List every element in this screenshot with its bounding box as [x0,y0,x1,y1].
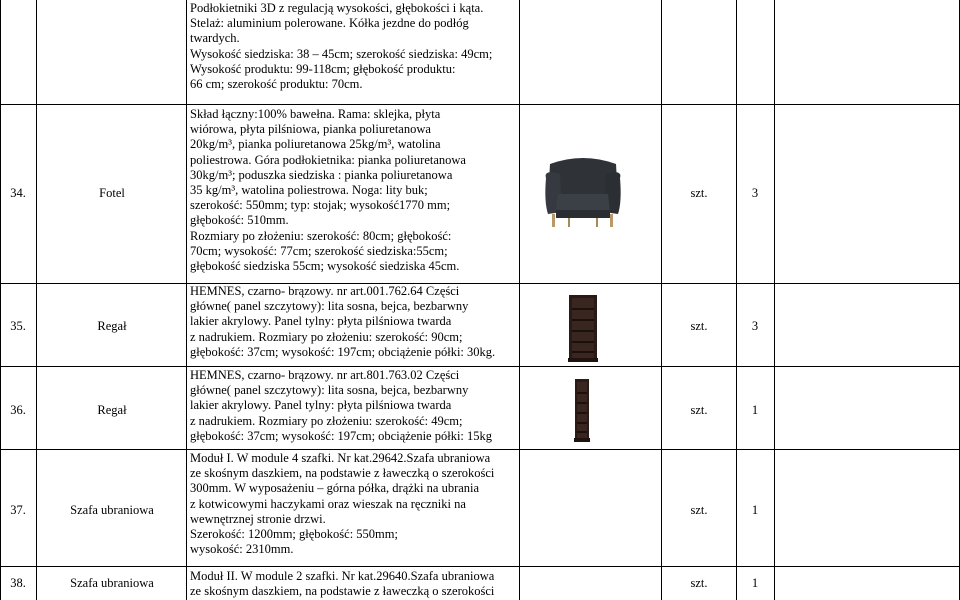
item-name-38: Szafa ubraniowa [70,576,154,590]
item-name-37: Szafa ubraniowa [70,503,154,517]
row-number-35: 35. [10,319,26,333]
item-name-35: Regał [97,319,127,333]
row-number-38: 38. [10,576,26,590]
description-cell-34: Skład łączny:100% bawełna. Rama: sklejka, płyta wiórowa, płyta pilśniowa, pianka poliuretanowa 20kg/m³, pianka poliuretanowa 25kg/m³, watolina poliestrowa. Góra podłokietnika: pianka poliuretanowa 30kg/m³; poduszka siedziska : pianka poliuretanowa 35 kg/m³, watolina poliestrowa. Noga: lity buk; szerokość: 550mm; typ: stojak; wysokość1770 mm; głębokość: 510mm. Rozmiary po złożeniu: szerokość: 80cm; głębokość: 70cm; wysokość: 77cm; szerokość siedziska:55cm; głębokość siedziska 55cm; wysokość siedziska 45cm. [190,107,466,274]
item-name-36: Regał [97,403,127,417]
description-cell-0: Podłokietniki 3D z regulacją wysokości, głębokości i kąta. Stelaż: aluminium polerowane. Kółka jezdne do podłóg twardych. Wysokość siedziska: 38 – 45cm; szerokość siedziska: 49cm; Wysokość produktu: 99-118cm; głębokość produktu: 66 cm; szerokość produktu: 70cm. [190,1,493,92]
bookcase-narrow-photo [573,378,591,442]
unit-cell-35: szt. [690,319,708,333]
row-number-37: 37. [10,503,26,517]
bookcase-photo [567,294,599,362]
quantity-cell-34: 3 [751,186,759,200]
row-number-36: 36. [10,403,26,417]
unit-cell-34: szt. [690,186,708,200]
quantity-cell-36: 1 [751,403,759,417]
description-cell-37: Moduł I. W module 4 szafki. Nr kat.29642.Szafa ubraniowa ze skośnym daszkiem, na podstawie z ławeczką o szerokości 300mm. W wyposażeniu – górna półka, drążki na ubrania z kotwicowymi haczykami oraz wieszak na ręczniki na wewnętrznej stronie drzwi. Szerokość: 1200mm; głębokość: 550mm; wysokość: 2310mm. [190,451,495,557]
quantity-cell-35: 3 [751,319,759,333]
description-cell-36: HEMNES, czarno- brązowy. nr art.801.763.02 Części główne( panel szczytowy): lita sosna, bejca, bezbarwny lakier akrylowy. Panel tylny: płyta pilśniowa twarda z nadrukiem. Rozmiary po złożeniu: szerokość: 49cm; głębokość: 37cm; wysokość: 197cm; obciążenie półki: 15kg [190,368,493,443]
armchair-photo [540,152,626,232]
unit-cell-38: szt. [690,576,708,590]
item-name-34: Fotel [99,186,125,200]
description-cell-38: Moduł II. W module 2 szafki. Nr kat.29640.Szafa ubraniowa ze skośnym daszkiem, na podstawie z ławeczką o szerokości [190,569,495,599]
unit-cell-36: szt. [690,403,708,417]
unit-cell-37: szt. [690,503,708,517]
row-number-34: 34. [10,186,26,200]
quantity-cell-37: 1 [751,503,759,517]
description-cell-35: HEMNES, czarno- brązowy. nr art.001.762.64 Części główne( panel szczytowy): lita sosna, bejca, bezbarwny lakier akrylowy. Panel tylny: płyta pilśniowa twarda z nadrukiem. Rozmiary po złożeniu: szerokość: 90cm; głębokość: 37cm; wysokość: 197cm; obciążenie półki: 30kg. [190,284,496,359]
quantity-cell-38: 1 [751,576,759,590]
